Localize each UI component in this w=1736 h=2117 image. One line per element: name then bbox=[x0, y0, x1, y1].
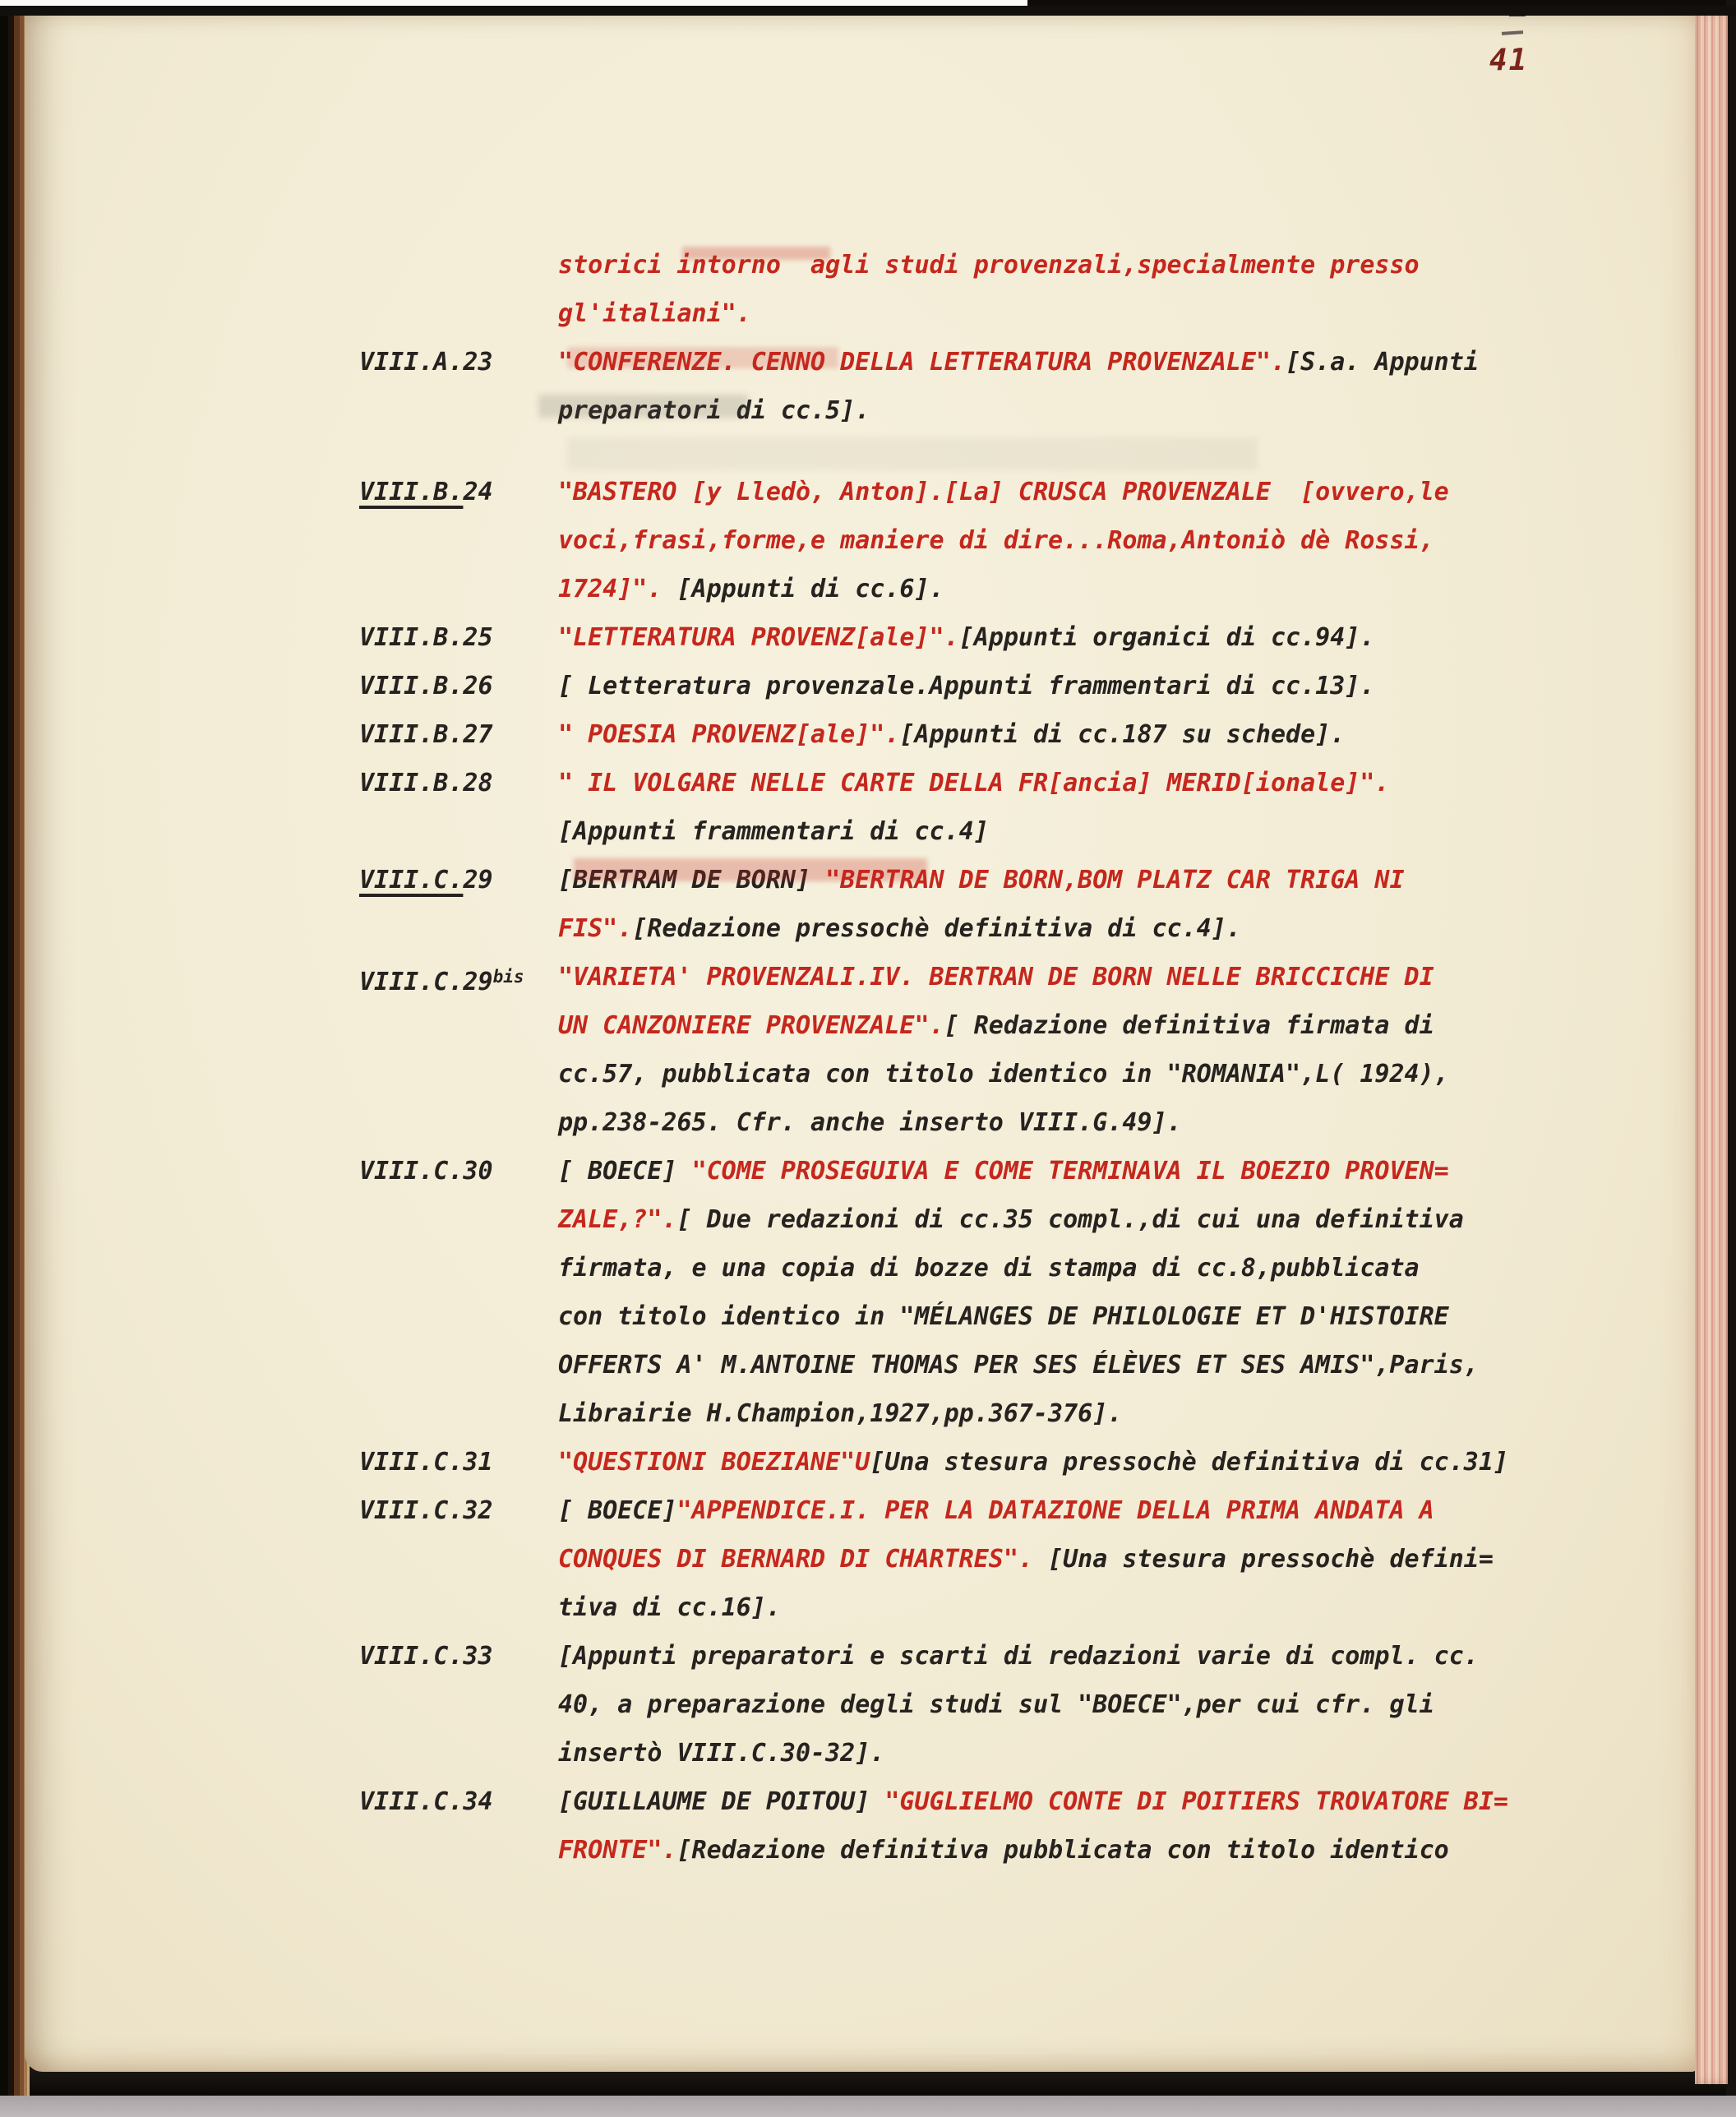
text-segment: [Redazione definitiva pubblicata con titolo identico bbox=[676, 1836, 1449, 1865]
book-cover-bottom-edge bbox=[0, 2069, 1736, 2096]
text-segment: cc.57, pubblicata con titolo identico in "ROMANIA",L( 1924), bbox=[558, 1060, 1449, 1089]
text-segment: insertò VIII.C.30-32]. bbox=[558, 1739, 885, 1768]
text-segment: CONQUES DI BERNARD DI CHARTRES". bbox=[558, 1545, 1049, 1574]
text-segment: "LETTERATURA PROVENZ[ale]". bbox=[558, 623, 959, 652]
entry-body bbox=[558, 759, 1576, 856]
pen-mark bbox=[1502, 30, 1523, 35]
text-segment: [ Redazione definitiva firmata di bbox=[944, 1011, 1434, 1040]
entry-line bbox=[558, 1292, 1576, 1341]
entry-body bbox=[558, 1486, 1576, 1632]
entry-label-text: VIII.C.34 bbox=[359, 1787, 493, 1816]
text-segment: [Appunti frammentari di cc.4] bbox=[558, 817, 989, 846]
entry-line bbox=[558, 516, 1576, 565]
entry-row bbox=[359, 1486, 1576, 1632]
entry-label-text: 24 bbox=[463, 478, 493, 506]
entry-line bbox=[558, 1729, 1576, 1777]
text-segment: "APPENDICE.I. PER LA DATAZIONE DELLA PRIMA ANDATA A bbox=[676, 1496, 1434, 1525]
text-segment: [Una stesura pressochè defini= bbox=[1048, 1545, 1494, 1574]
entry-line bbox=[558, 1777, 1576, 1826]
text-segment: ZALE,?". bbox=[558, 1205, 677, 1234]
entry-row bbox=[359, 468, 1576, 613]
entry-label bbox=[359, 1486, 558, 1535]
text-segment: [Appunti organici di cc.94]. bbox=[958, 623, 1375, 652]
entry-row bbox=[359, 759, 1576, 856]
entry-label bbox=[359, 468, 558, 516]
entry-line bbox=[558, 662, 1576, 710]
text-segment: [ BOECE] bbox=[558, 1157, 692, 1186]
entry-line bbox=[558, 1680, 1576, 1729]
text-segment: 1724]". bbox=[558, 575, 677, 603]
entry-row bbox=[359, 1438, 1576, 1486]
text-segment: "GUGLIELMO CONTE DI POITIERS TROVATORE BI= bbox=[884, 1787, 1508, 1816]
entry-row bbox=[359, 613, 1576, 662]
text-segment: [Redazione pressochè definitiva di cc.4]. bbox=[632, 914, 1241, 943]
entry-label-text: VIII.B.25 bbox=[359, 623, 493, 652]
text-segment: OFFERTS A' M.ANTOINE THOMAS PER SES ÉLÈVES ET SES AMIS",Paris, bbox=[558, 1351, 1479, 1380]
entry-row bbox=[359, 1632, 1576, 1777]
entry-label bbox=[359, 856, 558, 904]
entry-line bbox=[558, 1050, 1576, 1098]
table-surface bbox=[0, 2096, 1736, 2117]
entry-body bbox=[558, 710, 1576, 759]
entry-label bbox=[359, 1147, 558, 1195]
entry-label bbox=[359, 613, 558, 662]
entry-label bbox=[359, 953, 558, 1006]
entry-line bbox=[558, 1486, 1576, 1535]
text-segment: tiva di cc.16]. bbox=[558, 1593, 781, 1622]
text-segment: [ Letteratura provenzale.Appunti frammentari di cc.13]. bbox=[558, 672, 1375, 700]
entry-line bbox=[558, 386, 1576, 435]
entry-line bbox=[558, 468, 1576, 516]
text-segment: storici intorno agli studi provenzali,specialmente presso bbox=[558, 251, 1420, 280]
text-segment: voci,frasi,forme,e maniere di dire...Roma,Antoniò dè Rossi, bbox=[558, 526, 1434, 555]
entry-line bbox=[558, 1098, 1576, 1147]
entry-label bbox=[359, 1777, 558, 1826]
text-segment: preparatori di cc.5]. bbox=[558, 396, 870, 425]
entry-label-text: VIII.C.29 bbox=[359, 968, 493, 996]
entry-body bbox=[558, 856, 1576, 953]
entry-label-text: VIII.B. bbox=[359, 478, 464, 506]
text-segment: [ Due redazioni di cc.35 compl.,di cui una definitiva bbox=[676, 1205, 1464, 1234]
entry-row bbox=[359, 1147, 1576, 1438]
text-segment: "VARIETA' PROVENZALI.IV. BERTRAN DE BORN NELLE BRICCICHE DI bbox=[558, 963, 1434, 991]
text-segment: "QUESTIONI BOEZIANE"U bbox=[558, 1448, 870, 1477]
text-segment: "BERTRAN DE BORN,BOM PLATZ CAR TRIGA NI bbox=[825, 866, 1405, 894]
entry-line bbox=[558, 1389, 1576, 1438]
text-segment: " IL VOLGARE NELLE CARTE DELLA FR[ancia] MERID[ionale]". bbox=[558, 769, 1390, 797]
entry-line bbox=[558, 807, 1576, 856]
text-segment: "COME PROSEGUIVA E COME TERMINAVA IL BOEZIO PROVEN= bbox=[691, 1157, 1449, 1186]
text-segment: gl'italiani". bbox=[558, 299, 751, 328]
entry-label-text: VIII.C.30 bbox=[359, 1157, 493, 1186]
entry-label-text: VIII.B.26 bbox=[359, 672, 493, 700]
entry-label-text: VIII.B.27 bbox=[359, 720, 493, 749]
text-segment: FRONTE". bbox=[558, 1836, 677, 1865]
entry-line bbox=[558, 1632, 1576, 1680]
text-segment: [BERTRAM DE BORN] bbox=[558, 866, 826, 894]
entry-line bbox=[558, 710, 1576, 759]
catalog-page bbox=[25, 10, 1698, 2072]
entry-label-text: VIII.C.31 bbox=[359, 1448, 493, 1477]
entry-row bbox=[359, 953, 1576, 1147]
text-segment: 40, a preparazione degli studi sul "BOECE",per cui cfr. gli bbox=[558, 1690, 1434, 1719]
text-segment: [Una stesura pressochè definitiva di cc.31] bbox=[870, 1448, 1508, 1477]
entry-body bbox=[558, 953, 1576, 1147]
entry-label bbox=[359, 1438, 558, 1486]
entry-line bbox=[558, 1147, 1576, 1195]
text-segment: [Appunti di cc.187 su schede]. bbox=[899, 720, 1346, 749]
text-segment: pp.238-265. Cfr. anche inserto VIII.G.49]. bbox=[558, 1108, 1182, 1137]
entry-body bbox=[558, 613, 1576, 662]
entry-line bbox=[558, 289, 1576, 338]
text-segment: [ BOECE] bbox=[558, 1496, 677, 1525]
stacked-page-edges bbox=[1695, 12, 1728, 2084]
entry-line bbox=[558, 1195, 1576, 1244]
entry-line bbox=[558, 1244, 1576, 1292]
entry-label bbox=[359, 1632, 558, 1680]
entry-label bbox=[359, 662, 558, 710]
entry-row bbox=[359, 710, 1576, 759]
text-segment: Librairie H.Champion,1927,pp.367-376]. bbox=[558, 1399, 1123, 1428]
text-segment: [S.a. Appunti bbox=[1286, 348, 1479, 377]
entry-body bbox=[558, 662, 1576, 710]
entry-line bbox=[558, 241, 1576, 289]
entry-label-text: 29 bbox=[463, 866, 493, 894]
entry-row bbox=[359, 856, 1576, 953]
entry-body bbox=[558, 1438, 1576, 1486]
entry-row bbox=[359, 241, 1576, 338]
text-segment: FIS". bbox=[558, 914, 633, 943]
text-segment: "CONFERENZE. CENNO DELLA LETTERATURA PROVENZALE". bbox=[558, 348, 1286, 377]
entry-line bbox=[558, 1826, 1576, 1874]
entry-line bbox=[558, 565, 1576, 613]
entry-line bbox=[558, 338, 1576, 386]
entry-line bbox=[558, 904, 1576, 953]
entry-body bbox=[558, 1777, 1576, 1874]
entry-label bbox=[359, 710, 558, 759]
entry-label-text: VIII.C. bbox=[359, 866, 464, 894]
entry-body bbox=[558, 1632, 1576, 1777]
entry-body bbox=[558, 468, 1576, 613]
entry-line bbox=[558, 1001, 1576, 1050]
entry-label-text: VIII.C.33 bbox=[359, 1642, 493, 1671]
entry-label-superscript: bis bbox=[492, 967, 524, 987]
text-segment: [Appunti di cc.6]. bbox=[676, 575, 944, 603]
text-segment: " POESIA PROVENZ[ale]". bbox=[558, 720, 900, 749]
entry-line bbox=[558, 1438, 1576, 1486]
entry-row bbox=[359, 1777, 1576, 1874]
entry-label bbox=[359, 338, 558, 386]
page-number: 41 bbox=[1489, 44, 1529, 77]
entry-line bbox=[558, 613, 1576, 662]
entry-line bbox=[558, 1535, 1576, 1583]
entry-body bbox=[558, 241, 1576, 338]
catalog-entries bbox=[359, 241, 1576, 1874]
scan-edge bbox=[0, 0, 1027, 6]
entry-line bbox=[558, 1341, 1576, 1389]
entry-body bbox=[558, 338, 1576, 435]
entry-line bbox=[558, 856, 1576, 904]
text-segment: "BASTERO [y Lledò, Anton].[La] CRUSCA PROVENZALE [ovvero,le bbox=[558, 478, 1449, 506]
text-segment: UN CANZONIERE PROVENZALE". bbox=[558, 1011, 944, 1040]
book-cover-top-edge bbox=[0, 6, 1736, 16]
entry-line bbox=[558, 953, 1576, 1001]
text-segment: [GUILLAUME DE POITOU] bbox=[558, 1787, 885, 1816]
entry-label-text: VIII.B.28 bbox=[359, 769, 493, 797]
entry-label-text: VIII.A.23 bbox=[359, 348, 493, 377]
entry-label bbox=[359, 759, 558, 807]
entry-line bbox=[558, 1583, 1576, 1632]
entry-body bbox=[558, 1147, 1576, 1438]
text-segment: firmata, e una copia di bozze di stampa di cc.8,pubblicata bbox=[558, 1254, 1420, 1283]
text-segment: [Appunti preparatori e scarti di redazioni varie di compl. cc. bbox=[558, 1642, 1479, 1671]
entry-row bbox=[359, 662, 1576, 710]
entry-line bbox=[558, 759, 1576, 807]
text-segment: con titolo identico in "MÉLANGES DE PHILOLOGIE ET D'HISTOIRE bbox=[558, 1302, 1449, 1331]
entry-row bbox=[359, 338, 1576, 435]
entry-label-text: VIII.C.32 bbox=[359, 1496, 493, 1525]
